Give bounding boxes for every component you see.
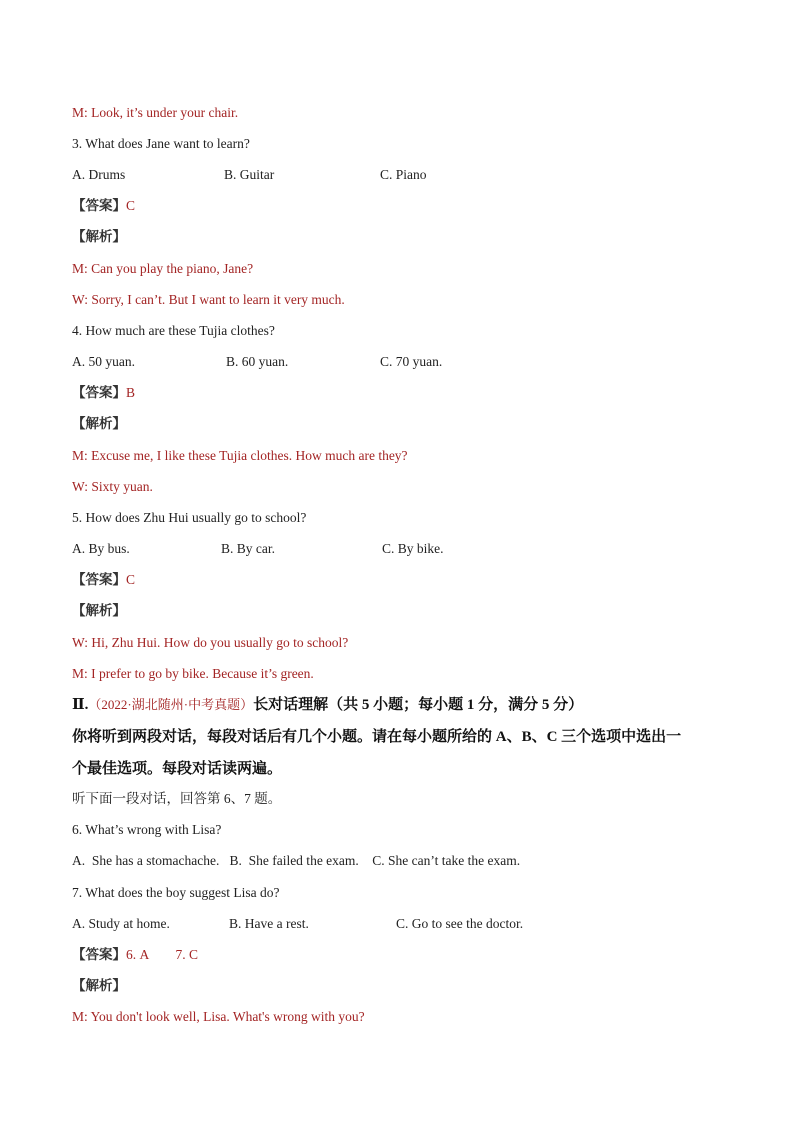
dialogue-line: M: Can you play the piano, Jane? (72, 261, 254, 276)
explanation-label: 【解析】 (72, 229, 126, 244)
question-6-options: A. She has a stomachache. B. She failed the exam. C. She can’t take the exam. (72, 853, 521, 868)
option-a: A. By bus. (72, 541, 130, 556)
dialogue-line: M: You don't look well, Lisa. What's wrong with you? (72, 1009, 365, 1024)
dialogue-line: M: Excuse me, I like these Tujia clothes. How much are they? (72, 448, 408, 463)
answer-6-7 (72, 946, 198, 964)
section-source: （2022·湖北随州·中考真题） (88, 697, 254, 712)
answer-value: C (126, 572, 136, 587)
question-5: 5. How does Zhu Hui usually go to school? (72, 510, 307, 525)
option-b: B. 60 yuan. (226, 354, 289, 369)
answer-4 (72, 384, 135, 402)
explanation-label: 【解析】 (72, 416, 126, 431)
explanation-label: 【解析】 (72, 603, 126, 618)
option-b: B. Guitar (224, 167, 275, 182)
answer-label: 【答案】 (72, 385, 126, 400)
answer-value: 6. A 7. C (126, 947, 199, 962)
option-a: A. Study at home. (72, 916, 170, 931)
answer-value: B (126, 385, 136, 400)
answer-value: C (126, 198, 136, 213)
answer-5 (72, 571, 135, 589)
dialogue-line: M: Look, it’s under your chair. (72, 105, 239, 120)
option-c: C. By bike. (382, 541, 444, 556)
dialogue-line: W: Sixty yuan. (72, 479, 153, 494)
explanation-label: 【解析】 (72, 978, 126, 993)
option-c: C. Piano (380, 167, 427, 182)
question-3: 3. What does Jane want to learn? (72, 136, 250, 151)
option-a: A. Drums (72, 167, 126, 182)
section-2-heading (72, 695, 583, 715)
question-6: 6. What’s wrong with Lisa? (72, 822, 222, 837)
option-b: B. Have a rest. (229, 916, 309, 931)
dialogue-line: W: Hi, Zhu Hui. How do you usually go to school? (72, 635, 349, 650)
section-title: 长对话理解（共 5 小题；每小题 1 分，满分 5 分） (253, 697, 584, 713)
option-c: C. 70 yuan. (380, 354, 443, 369)
option-c: C. Go to see the doctor. (396, 916, 524, 931)
section-number: Ⅱ. (72, 697, 89, 713)
section-2-instructions: 你将听到两段对话，每段对话后有几个小题。请在每小题所给的 A、B、C 三个选项中选出一 (72, 729, 682, 745)
answer-label: 【答案】 (72, 572, 126, 587)
option-a: A. 50 yuan. (72, 354, 135, 369)
option-b: B. By car. (221, 541, 275, 556)
question-4: 4. How much are these Tujia clothes? (72, 323, 275, 338)
answer-label: 【答案】 (72, 198, 126, 213)
dialogue-line: M: I prefer to go by bike. Because it’s green. (72, 666, 314, 681)
dialogue-line: W: Sorry, I can’t. But I want to learn it very much. (72, 292, 345, 307)
question-7: 7. What does the boy suggest Lisa do? (72, 885, 280, 900)
section-2-instructions: 个最佳选项。每段对话读两遍。 (72, 761, 283, 777)
listening-instruction: 听下面一段对话，回答第 6、7 题。 (72, 791, 282, 806)
answer-3 (72, 197, 135, 215)
answer-label: 【答案】 (72, 947, 126, 962)
